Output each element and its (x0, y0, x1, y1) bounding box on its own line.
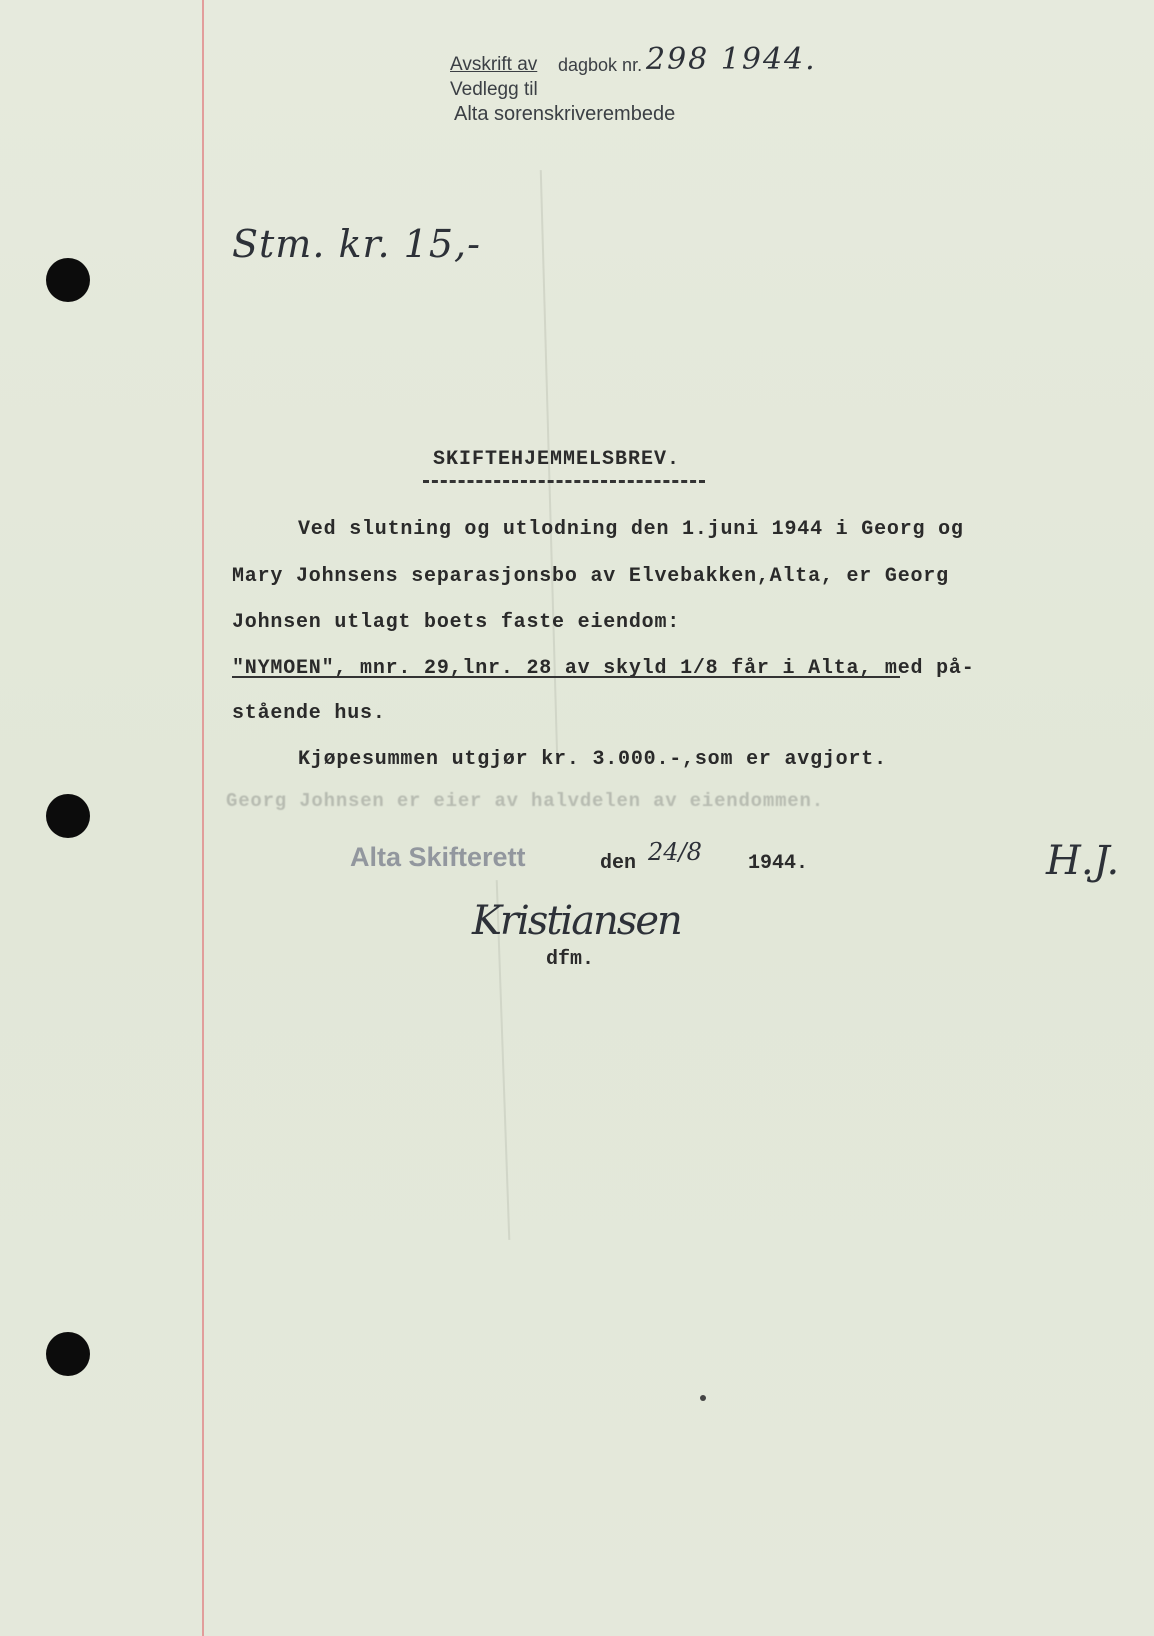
initials: H.J. (1046, 838, 1120, 884)
title-underline (423, 480, 705, 483)
document-title: SKIFTEHJEMMELSBREV. (433, 448, 681, 471)
court-stamp: Alta Skifterett (350, 842, 526, 872)
date-year: 1944. (748, 852, 809, 875)
ink-dot (700, 1395, 706, 1401)
stamp-header-line2: Vedlegg til (450, 79, 538, 100)
fee-note: Stm. kr. 15,- (232, 222, 481, 266)
punch-hole (46, 1332, 90, 1376)
body-line-3: Johnsen utlagt boets faste eiendom: (232, 611, 681, 634)
journal-number: 298 1944. (646, 42, 817, 77)
body-line-5: stående hus. (232, 702, 386, 725)
date-prefix: den (600, 852, 637, 875)
handwritten-date: 24/8 (648, 838, 702, 866)
body-line-4: "NYMOEN", mnr. 29,lnr. 28 av skyld 1/8 får i Alta, med på- (232, 657, 975, 680)
stamp-header-line1: Avskrift av (450, 54, 538, 75)
stamp-header-line3: Alta sorenskriverembede (454, 103, 676, 125)
signer-title: dfm. (546, 948, 595, 971)
signature: Kristiansen (472, 898, 681, 944)
body-line-2: Mary Johnsens separasjonsbo av Elvebakken,Alta, er Georg (232, 565, 949, 588)
punch-hole (46, 258, 90, 302)
body-line-1: Ved slutning og utlodning den 1.juni 1944 i Georg og (298, 518, 964, 541)
property-underline (232, 676, 900, 678)
stamp-header-suffix: dagbok nr. (558, 55, 643, 75)
struck-line: Georg Johnsen er eier av halvdelen av eiendommen. (226, 790, 824, 812)
body-line-6: Kjøpesummen utgjør kr. 3.000.-,som er avgjort. (298, 748, 887, 771)
punch-hole (46, 794, 90, 838)
margin-line (202, 0, 204, 1636)
